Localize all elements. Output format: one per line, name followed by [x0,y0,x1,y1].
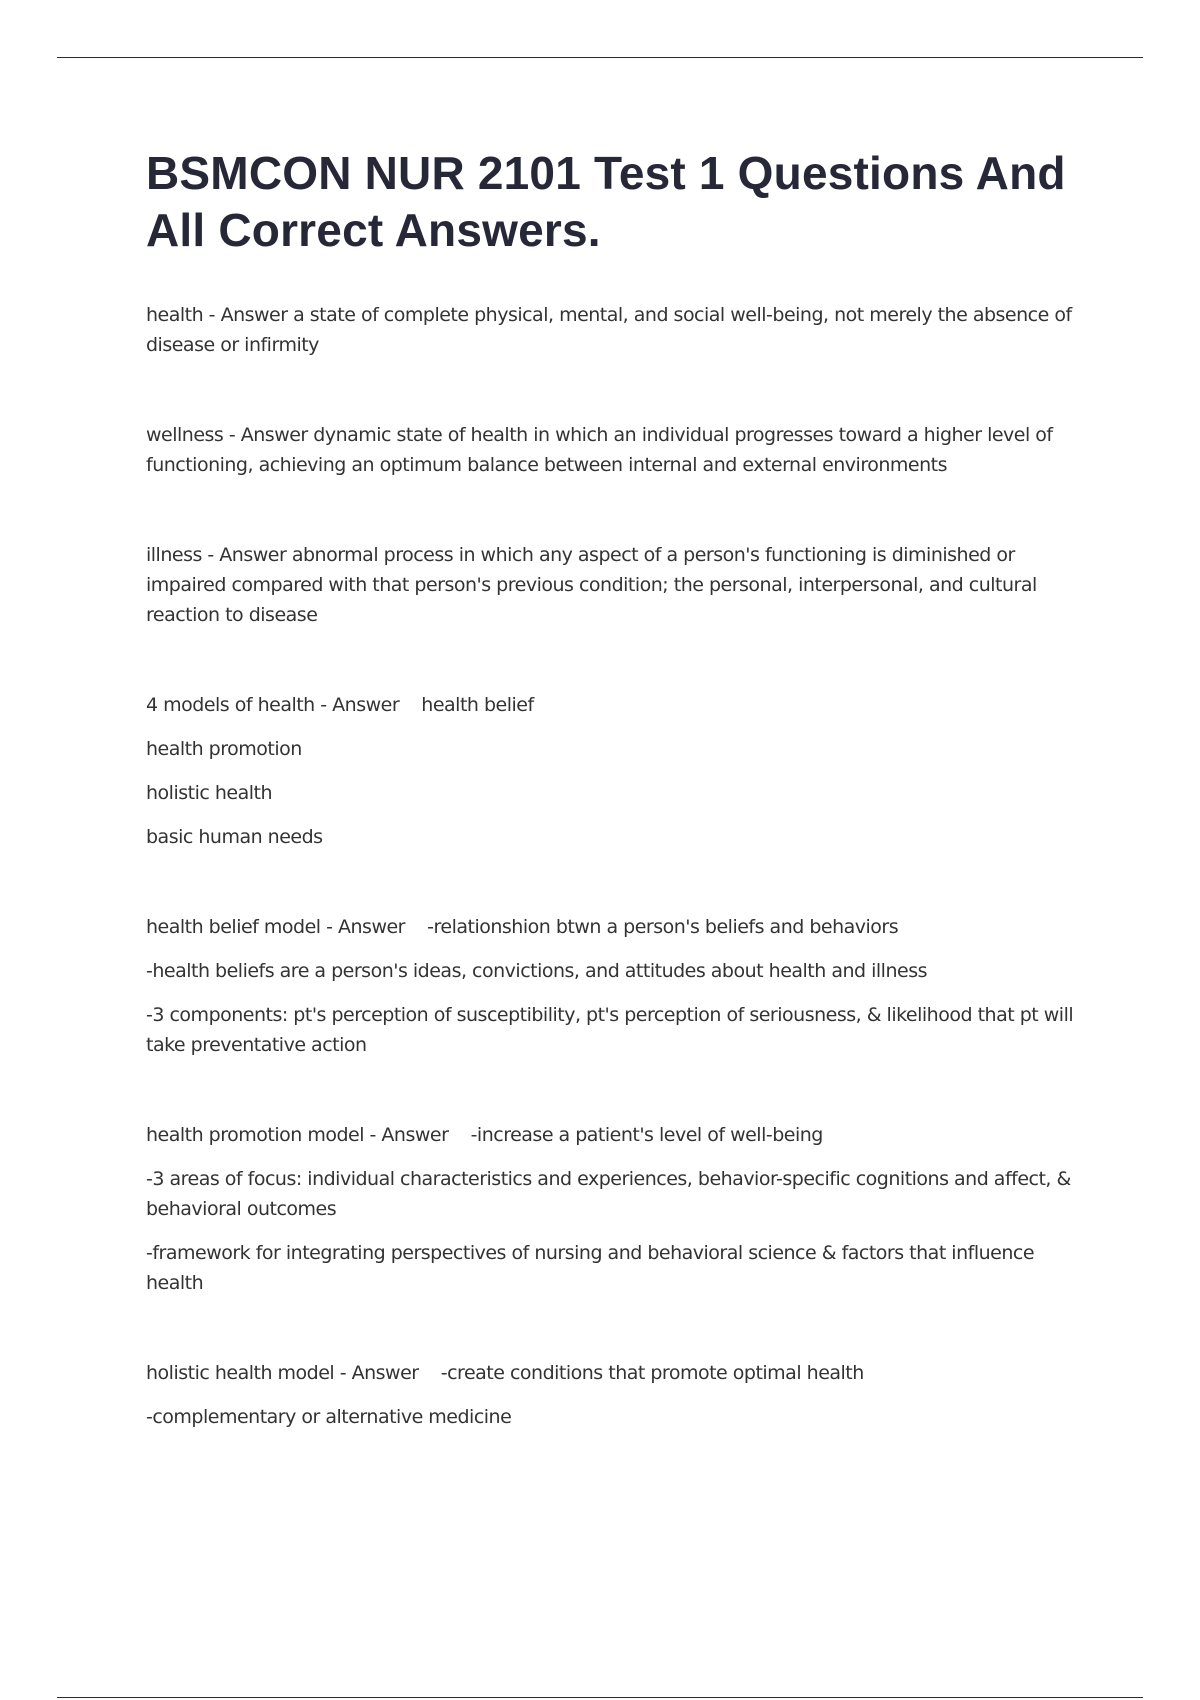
entry-text: -framework for integrating perspectives of nursing and behavioral science & factors that influence health [146,1242,1035,1294]
entry-text: holistic health model - Answer -create conditions that promote optimal health [146,1362,864,1384]
entry-text: holistic health [146,782,272,804]
entry-text: basic human needs [146,826,323,848]
flashcard-entry [146,1120,1096,1298]
flashcard-entry [146,912,1096,1060]
flashcard-entry [146,690,1096,852]
flashcard-entry [146,300,1096,360]
entry-text: health promotion [146,738,302,760]
entry-text: -health beliefs are a person's ideas, convictions, and attitudes about health and illness [146,960,927,982]
entry-text: health - Answer a state of complete physical, mental, and social well-being, not merely the absence of disease or infirmity [146,304,1072,356]
entry-text: health belief model - Answer -relationshion btwn a person's beliefs and behaviors [146,916,899,938]
flashcard-list [146,300,1096,1492]
entry-text: -3 components: pt's perception of susceptibility, pt's perception of seriousness, & likelihood that pt will take preventative action [146,1004,1074,1056]
bottom-divider [57,1697,1143,1698]
entry-text: 4 models of health - Answer health belief [146,694,534,716]
flashcard-entry [146,420,1096,480]
entry-text: health promotion model - Answer -increase a patient's level of well-being [146,1124,823,1146]
entry-text: wellness - Answer dynamic state of health in which an individual progresses toward a higher level of functioning, achieving an optimum balance between internal and external environments [146,424,1053,476]
entry-text: -complementary or alternative medicine [146,1406,512,1428]
top-divider [57,57,1143,58]
flashcard-entry [146,540,1096,630]
entry-text: -3 areas of focus: individual characteristics and experiences, behavior-specific cognitions and affect, & behavioral outcomes [146,1168,1071,1220]
document-title: BSMCON NUR 2101 Test 1 Questions And All Correct Answers. [146,147,1066,256]
flashcard-entry [146,1358,1096,1432]
entry-text: illness - Answer abnormal process in which any aspect of a person's functioning is diminished or impaired compared with that person's previous condition; the personal, interpersonal, and cultural reaction to disease [146,544,1037,626]
